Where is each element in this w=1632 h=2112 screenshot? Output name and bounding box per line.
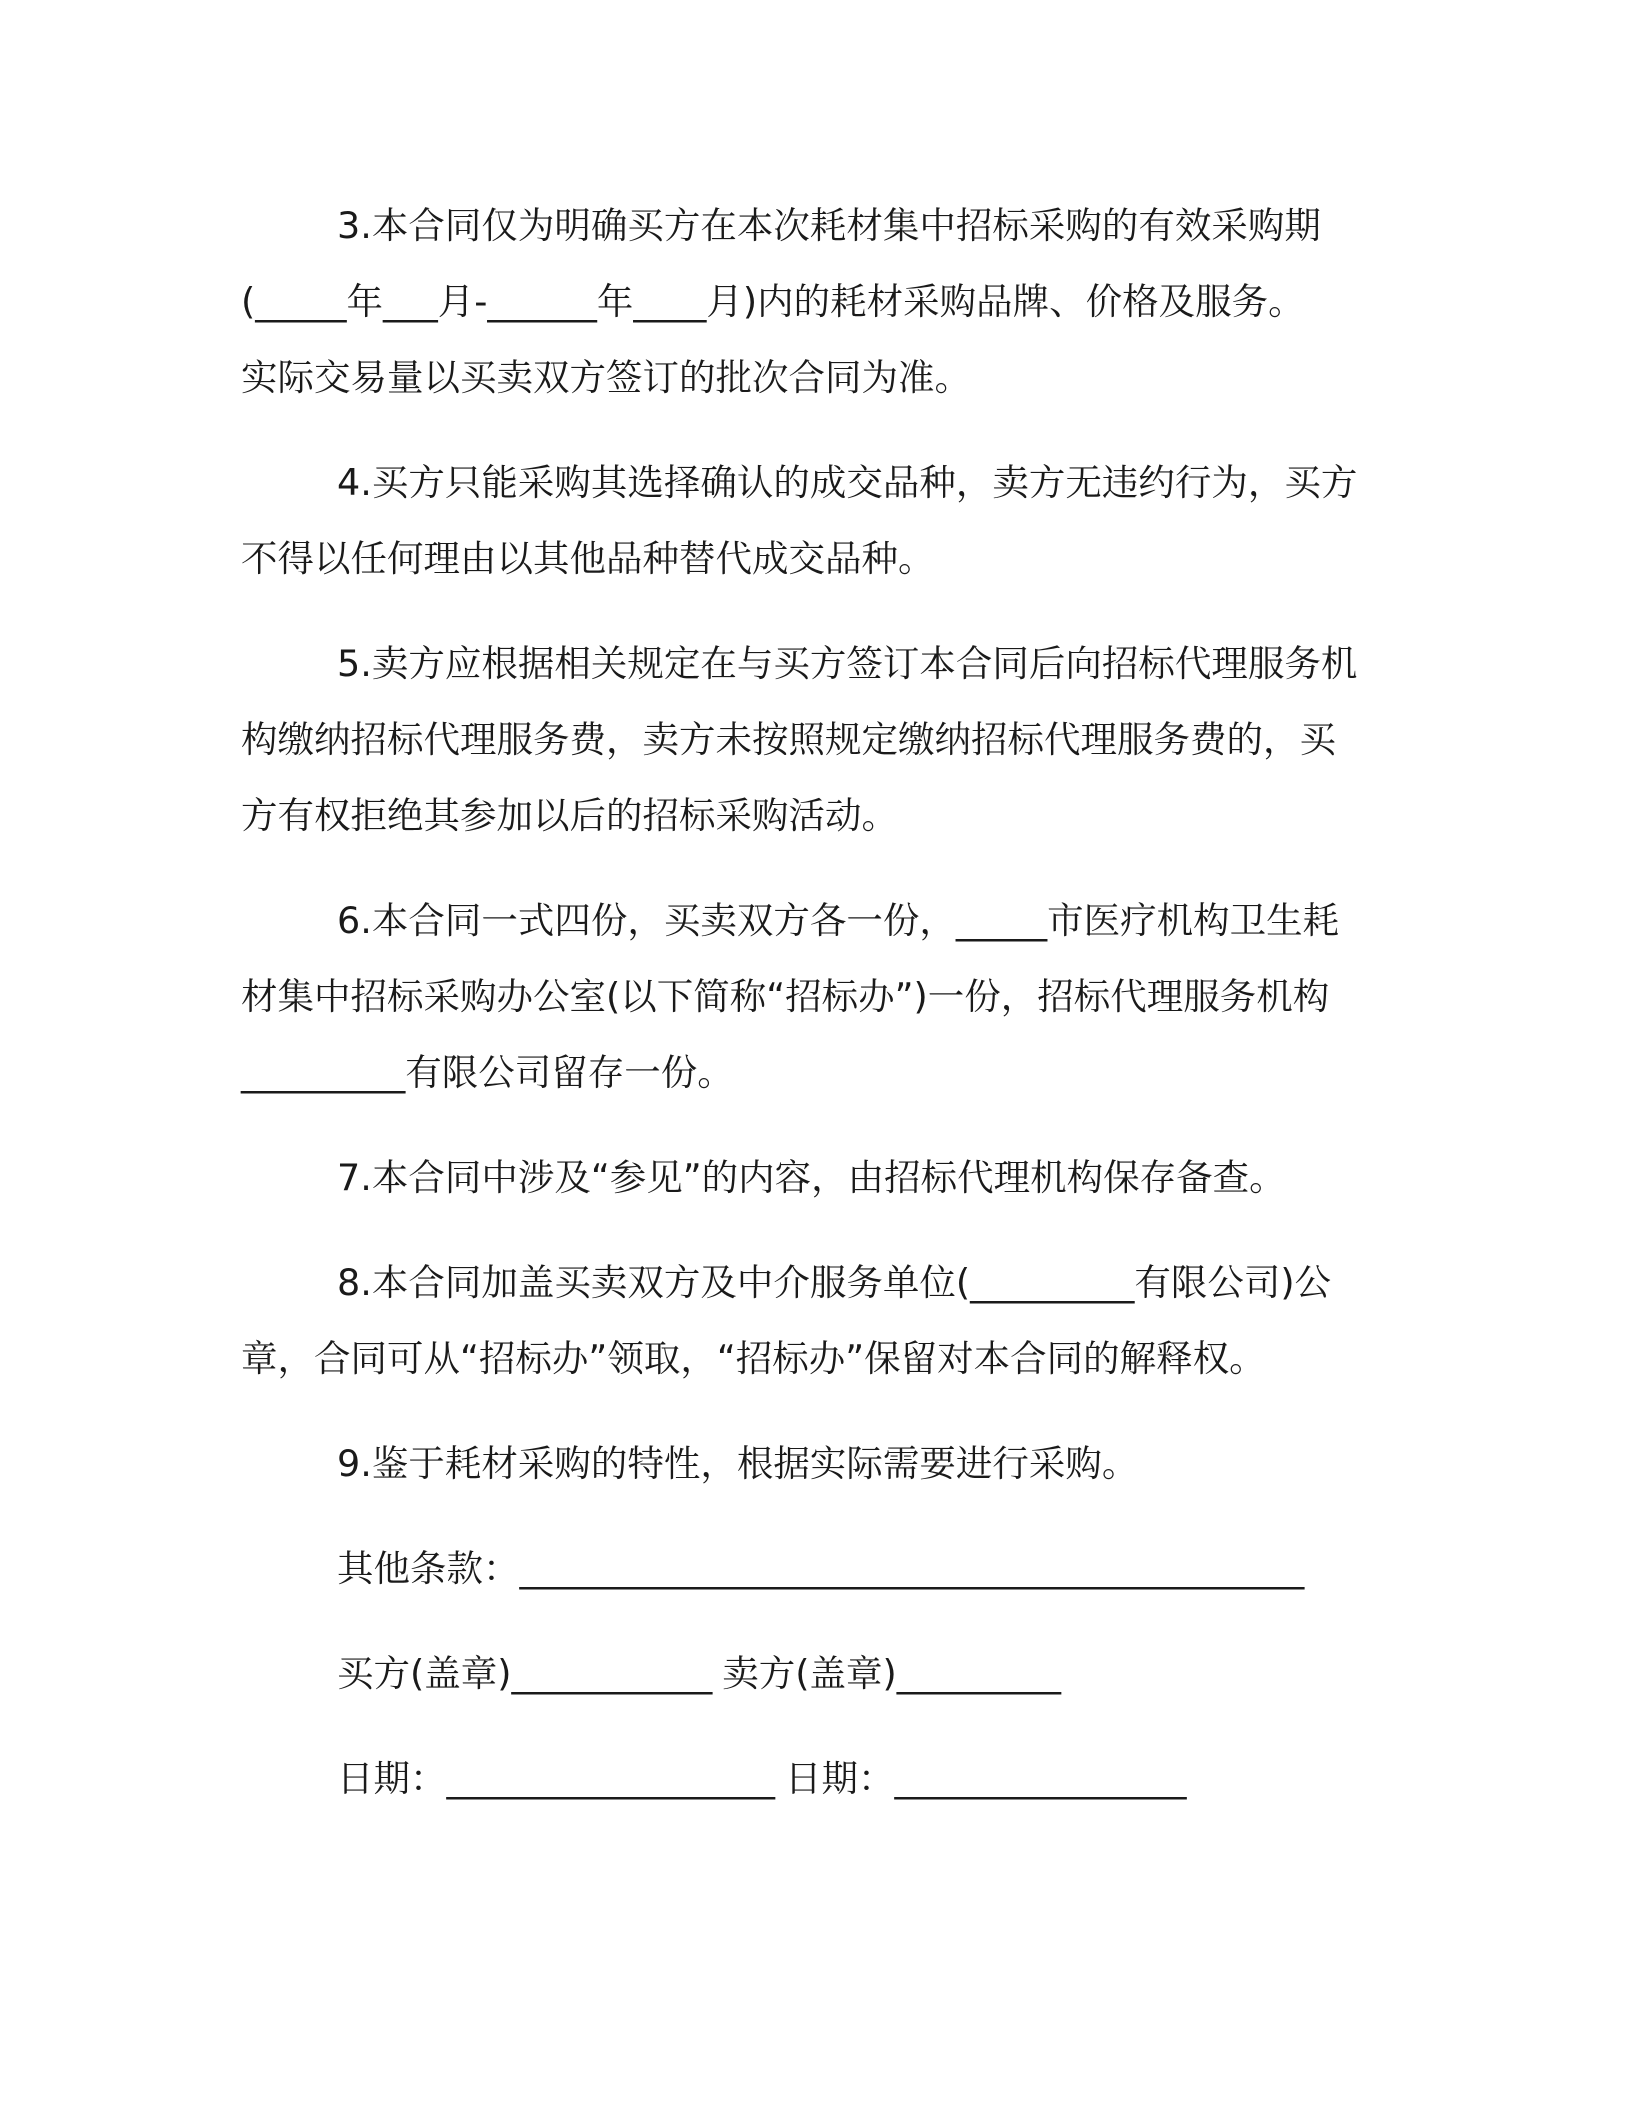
clause-5-line-2: 构缴纳招标代理服务费，卖方未按照规定缴纳招标代理服务费的，买 [241, 718, 1336, 761]
clause-5 [241, 626, 1401, 854]
buyer-seal-field: 买方(盖章)___________ [337, 1652, 713, 1695]
clause-6 [241, 883, 1401, 1111]
seller-date-field: 日期：________________ [785, 1757, 1187, 1800]
signature-row [241, 1636, 1401, 1712]
clause-3-line-2: (_____年___月-______年____月)内的耗材采购品牌、价格及服务。 [241, 280, 1305, 323]
clause-7-line-1: 7.本合同中涉及“参见”的内容，由招标代理机构保存备查。 [337, 1156, 1286, 1199]
clause-3 [241, 188, 1401, 416]
clause-3-line-1: 3.本合同仅为明确买方在本次耗材集中招标采购的有效采购期 [337, 204, 1321, 247]
seller-seal-field: 卖方(盖章)_________ [722, 1652, 1061, 1695]
clause-6-line-3: _________有限公司留存一份。 [241, 1051, 734, 1094]
clause-4-line-2: 不得以任何理由以其他品种替代成交品种。 [241, 537, 935, 580]
clause-5-line-1: 5.卖方应根据相关规定在与买方签订本合同后向招标代理服务机 [337, 642, 1358, 685]
clause-6-line-2: 材集中招标采购办公室(以下简称“招标办”)一份，招标代理服务机构 [241, 975, 1330, 1018]
clause-8-line-1: 8.本合同加盖买卖双方及中介服务单位(_________有限公司)公 [337, 1261, 1332, 1304]
clause-4-line-1: 4.买方只能采购其选择确认的成交品种，卖方无违约行为，买方 [337, 461, 1358, 504]
date-row [241, 1741, 1401, 1817]
clause-3-line-3: 实际交易量以买卖双方签订的批次合同为准。 [241, 356, 971, 399]
buyer-date-field: 日期：__________________ [337, 1757, 775, 1800]
clause-9-line-1: 9.鉴于耗材采购的特性，根据实际需要进行采购。 [337, 1442, 1139, 1485]
clause-9 [241, 1426, 1401, 1502]
contract-page [241, 188, 1401, 1846]
clause-8 [241, 1245, 1401, 1397]
clause-6-line-1: 6.本合同一式四份，买卖双方各一份，_____市医疗机构卫生耗 [337, 899, 1340, 942]
other-terms-line: 其他条款：___________________________________________ [337, 1547, 1305, 1590]
clause-7 [241, 1140, 1401, 1216]
clause-4 [241, 445, 1401, 597]
clause-8-line-2: 章，合同可从“招标办”领取，“招标办”保留对本合同的解释权。 [241, 1337, 1266, 1380]
clause-5-line-3: 方有权拒绝其参加以后的招标采购活动。 [241, 794, 898, 837]
